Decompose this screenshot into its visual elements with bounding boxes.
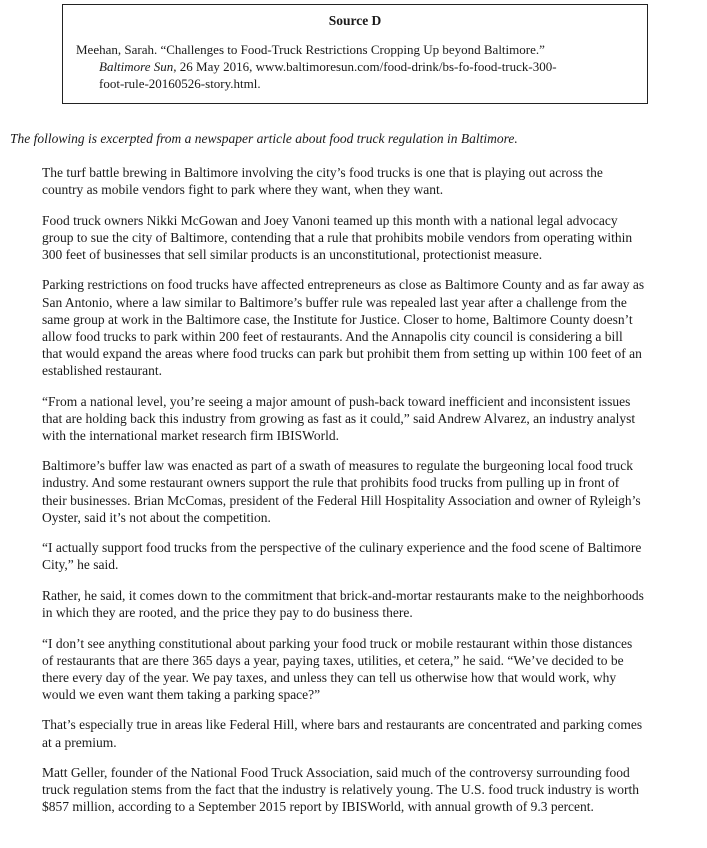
paragraph-line: Rather, he said, it comes down to the commitment that brick-and-mortar restaurants make to the neighborhoods [42, 587, 644, 603]
article-paragraph [42, 212, 702, 263]
article-paragraph [42, 164, 702, 198]
paragraph-line: 300 feet of businesses that sell similar products is an unconstitutional, protectionist measure. [42, 246, 543, 262]
paragraph-line: That’s especially true in areas like Federal Hill, where bars and restaurants are concentrated and parking comes [42, 717, 643, 733]
paragraph-line: there every day of the year. We pay taxes, and unless they can tell us otherwise how that would work, why [42, 669, 617, 685]
article-paragraph [42, 764, 702, 815]
article-paragraph [42, 716, 702, 750]
citation-publication: Baltimore Sun [99, 59, 174, 74]
paragraph-line: “From a national level, you’re seeing a major amount of push-back toward inefficient and inconsistent issues [42, 393, 631, 409]
paragraph-line: with the international market research firm IBISWorld. [42, 427, 339, 443]
paragraph-line: their businesses. Brian McComas, president of the Federal Hill Hospitality Association and owner of Ryleigh’s [42, 492, 641, 508]
article-paragraph [42, 539, 702, 573]
paragraph-line: that are holding back this industry from growing as fast as it could,” said Andrew Alvarez, an industry analyst [42, 410, 636, 426]
paragraph-line: established restaurant. [42, 362, 162, 378]
paragraph-line: Food truck owners Nikki McGowan and Joey Vanoni teamed up this month with a national legal advocacy [42, 212, 618, 228]
paragraph-line: group to sue the city of Baltimore, contending that a rule that prohibits mobile vendors from operating within [42, 229, 633, 245]
citation-line-2-rest: , 26 May 2016, www.baltimoresun.com/food-drink/bs-fo-food-truck-300- [173, 59, 557, 74]
article-body [42, 164, 702, 829]
paragraph-line: of restaurants that are there 365 days a year, paying taxes, utilities, et cetera,” he said. “We’ve decided to be [42, 652, 624, 668]
intro-text: The following is excerpted from a newspaper article about food truck regulation in Baltimore. [10, 131, 518, 146]
paragraph-line: The turf battle brewing in Baltimore involving the city’s food trucks is one that is playing out across the [42, 165, 603, 180]
article-paragraph [42, 635, 702, 703]
source-title: Source D [328, 13, 382, 28]
paragraph-line: country as mobile vendors fight to park where they want, when they want. [42, 182, 444, 198]
citation-line-1: Meehan, Sarah. “Challenges to Food-Truck Restrictions Cropping Up beyond Baltimore.” [76, 42, 545, 57]
citation-line-2 [76, 58, 636, 75]
paragraph-line: allow food trucks to park within 200 feet of restaurants. And the Annapolis city council is considering a bill [42, 328, 623, 344]
paragraph-line: truck regulation stems from the fact that the industry is relatively young. The U.S. food truck industry is worth [42, 782, 640, 798]
source-citation-box [62, 4, 648, 104]
article-paragraph [42, 457, 702, 525]
paragraph-line: City,” he said. [42, 557, 119, 573]
article-paragraph [42, 276, 702, 379]
paragraph-line: $857 million, according to a September 2015 report by IBISWorld, with annual growth of 9.3 percent. [42, 799, 594, 815]
paragraph-line: Baltimore’s buffer law was enacted as part of a swath of measures to regulate the burgeoning local food truck [42, 458, 634, 474]
paragraph-line: same group at work in the Baltimore case, the Institute for Justice. Closer to home, Baltimore County doesn’t [42, 311, 633, 327]
paragraph-line: at a premium. [42, 734, 117, 750]
paragraph-line: in which they are rooted, and the price they pay to do business there. [42, 604, 413, 620]
paragraph-line: Oyster, said it’s not about the competition. [42, 509, 271, 525]
paragraph-line: industry. And some restaurant owners support the rule that prohibits food trucks from pulling up in front of [42, 475, 620, 491]
article-paragraph [42, 587, 702, 621]
paragraph-line: Matt Geller, founder of the National Food Truck Association, said much of the controversy surrounding food [42, 765, 630, 781]
citation [76, 41, 636, 92]
paragraph-line: would we even want them taking a parking space?” [42, 686, 321, 702]
paragraph-line: San Antonio, where a law similar to Baltimore’s buffer rule was repealed last year after a challenge from the [42, 294, 627, 310]
paragraph-line: “I don’t see anything constitutional about parking your food truck or mobile restaurant within those distances [42, 635, 633, 651]
article-paragraph [42, 393, 702, 444]
paragraph-line: Parking restrictions on food trucks have affected entrepreneurs as close as Baltimore County and as far away as [42, 277, 645, 293]
paragraph-line: “I actually support food trucks from the perspective of the culinary experience and the food scene of Baltimore [42, 540, 642, 556]
citation-line-3: foot-rule-20160526-story.html. [99, 76, 261, 91]
paragraph-line: that would expand the areas where food trucks can park but prohibit them from setting up within 100 feet of an [42, 345, 642, 361]
